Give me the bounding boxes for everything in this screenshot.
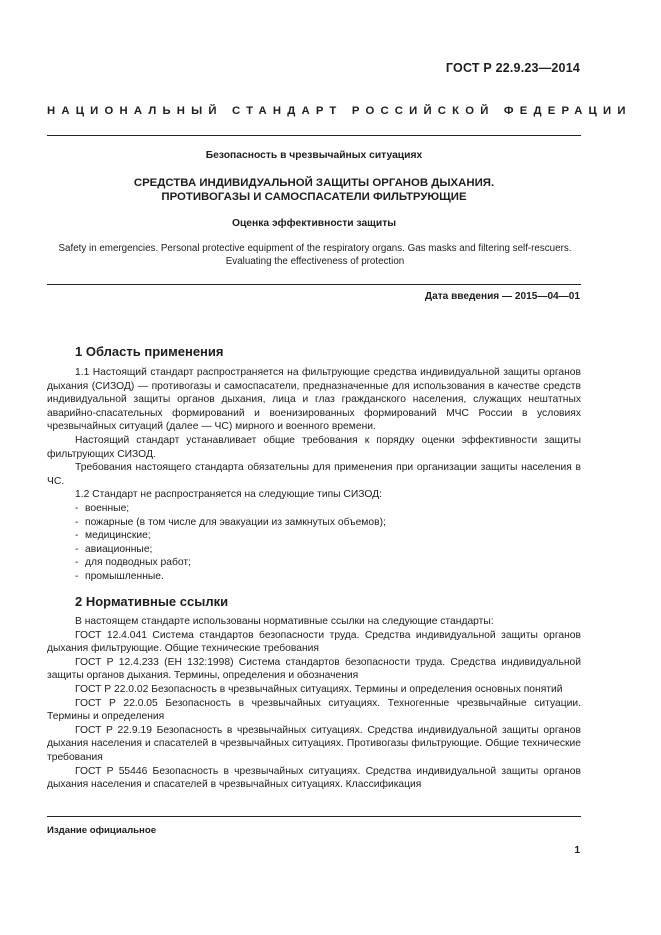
section-1-body (47, 366, 581, 584)
paragraph-1-1: 1.1 Настоящий стандарт распространяется на фильтрующие средства индивидуальной защиты органов дыхания (СИЗОД) — противогазы и самоспасатели, предназначенные для использования в качестве средств индивидуальной защиты органов дыхания, лица и глаз гражданского населения, служащих нештатных аварийно-спасательных формирований и военизированных формирований МЧС России в условиях чрезвычайных ситуаций (далее — ЧС) мирного и военного времени. (47, 367, 581, 433)
header-divider (47, 135, 581, 136)
paragraph-scope-requirements: Настоящий стандарт устанавливает общие требования к порядку оценки эффективности защиты фильтрующих СИЗОД. (47, 434, 581, 460)
list-item: - медицинские; (75, 530, 151, 542)
reference-item: ГОСТ Р 55446 Безопасность в чрезвычайных ситуациях. Средства индивидуальной защиты органов дыхания населения и спасателей в чрезвычайных ситуациях. Классификация (47, 765, 581, 791)
english-title-line-1: Safety in emergencies. Personal protective equipment of the respiratory organs. Gas masks and filtering self-rescuers. (58, 243, 572, 254)
references-intro: В настоящем стандарте использованы нормативные ссылки на следующие стандарты: (75, 616, 494, 627)
section-2-heading: 2 Нормативные ссылки (75, 594, 229, 609)
footer-divider (47, 816, 581, 817)
document-code: ГОСТ Р 22.9.23—2014 (445, 61, 580, 75)
list-item: - военные; (75, 502, 130, 514)
list-item: - промышленные. (75, 570, 164, 582)
reference-item: ГОСТ Р 22.9.19 Безопасность в чрезвычайных ситуациях. Средства индивидуальной защиты органов дыхания населения и спасателей в чрезвычайных ситуациях. Противогазы фильтрующие. Общие технические требования (47, 724, 581, 763)
section-1-heading: 1 Область применения (75, 344, 224, 359)
document-subtitle: Оценка эффективности защиты (231, 218, 397, 229)
reference-item: ГОСТ 12.4.041 Система стандартов безопасности труда. Средства индивидуальной защиты органов дыхания фильтрующие. Общие технические требования (47, 629, 581, 655)
national-standard-heading: НАЦИОНАЛЬНЫЙ СТАНДАРТ РОССИЙСКОЙ ФЕДЕРАЦИИ (47, 105, 632, 117)
reference-item: ГОСТ Р 12.4.233 (ЕН 132:1998) Система стандартов безопасности труда. Средства индивидуальной защиты органов дыхания. Термины, определения и обозначения (47, 656, 581, 682)
list-item: - для подводных работ; (75, 557, 191, 569)
list-item: - пожарные (в том числе для эвакуации из замкнутых объемов); (75, 516, 386, 528)
list-item: - авиационные; (75, 543, 153, 555)
reference-item: ГОСТ Р 22.0.02 Безопасность в чрезвычайных ситуациях. Термины и определения основных понятий (75, 683, 563, 695)
english-title (30, 242, 600, 268)
document-title (47, 176, 581, 204)
official-edition-label: Издание официальное (47, 825, 157, 836)
title-divider (47, 284, 581, 285)
introduction-date: Дата введения — 2015—04—01 (424, 291, 580, 302)
english-title-line-2: Evaluating the effectiveness of protection (225, 256, 405, 267)
subject-line: Безопасность в чрезвычайных ситуациях (205, 150, 423, 161)
document-title-line-2: ПРОТИВОГАЗЫ И САМОСПАСАТЕЛИ ФИЛЬТРУЮЩИЕ (161, 191, 467, 203)
reference-item: ГОСТ Р 22.0.05 Безопасность в чрезвычайных ситуациях. Техногенные чрезвычайные ситуации. Термины и определения (47, 697, 581, 723)
paragraph-mandatory: Требования настоящего стандарта обязательны для применения при организации защиты населения в ЧС. (47, 462, 581, 487)
section-2-body (47, 615, 581, 792)
page-number: 1 (574, 845, 580, 856)
document-title-line-1: СРЕДСТВА ИНДИВИДУАЛЬНОЙ ЗАЩИТЫ ОРГАНОВ ДЫХАНИЯ. (133, 177, 495, 189)
paragraph-1-2: 1.2 Стандарт не распространяется на следующие типы СИЗОД: (75, 489, 382, 501)
